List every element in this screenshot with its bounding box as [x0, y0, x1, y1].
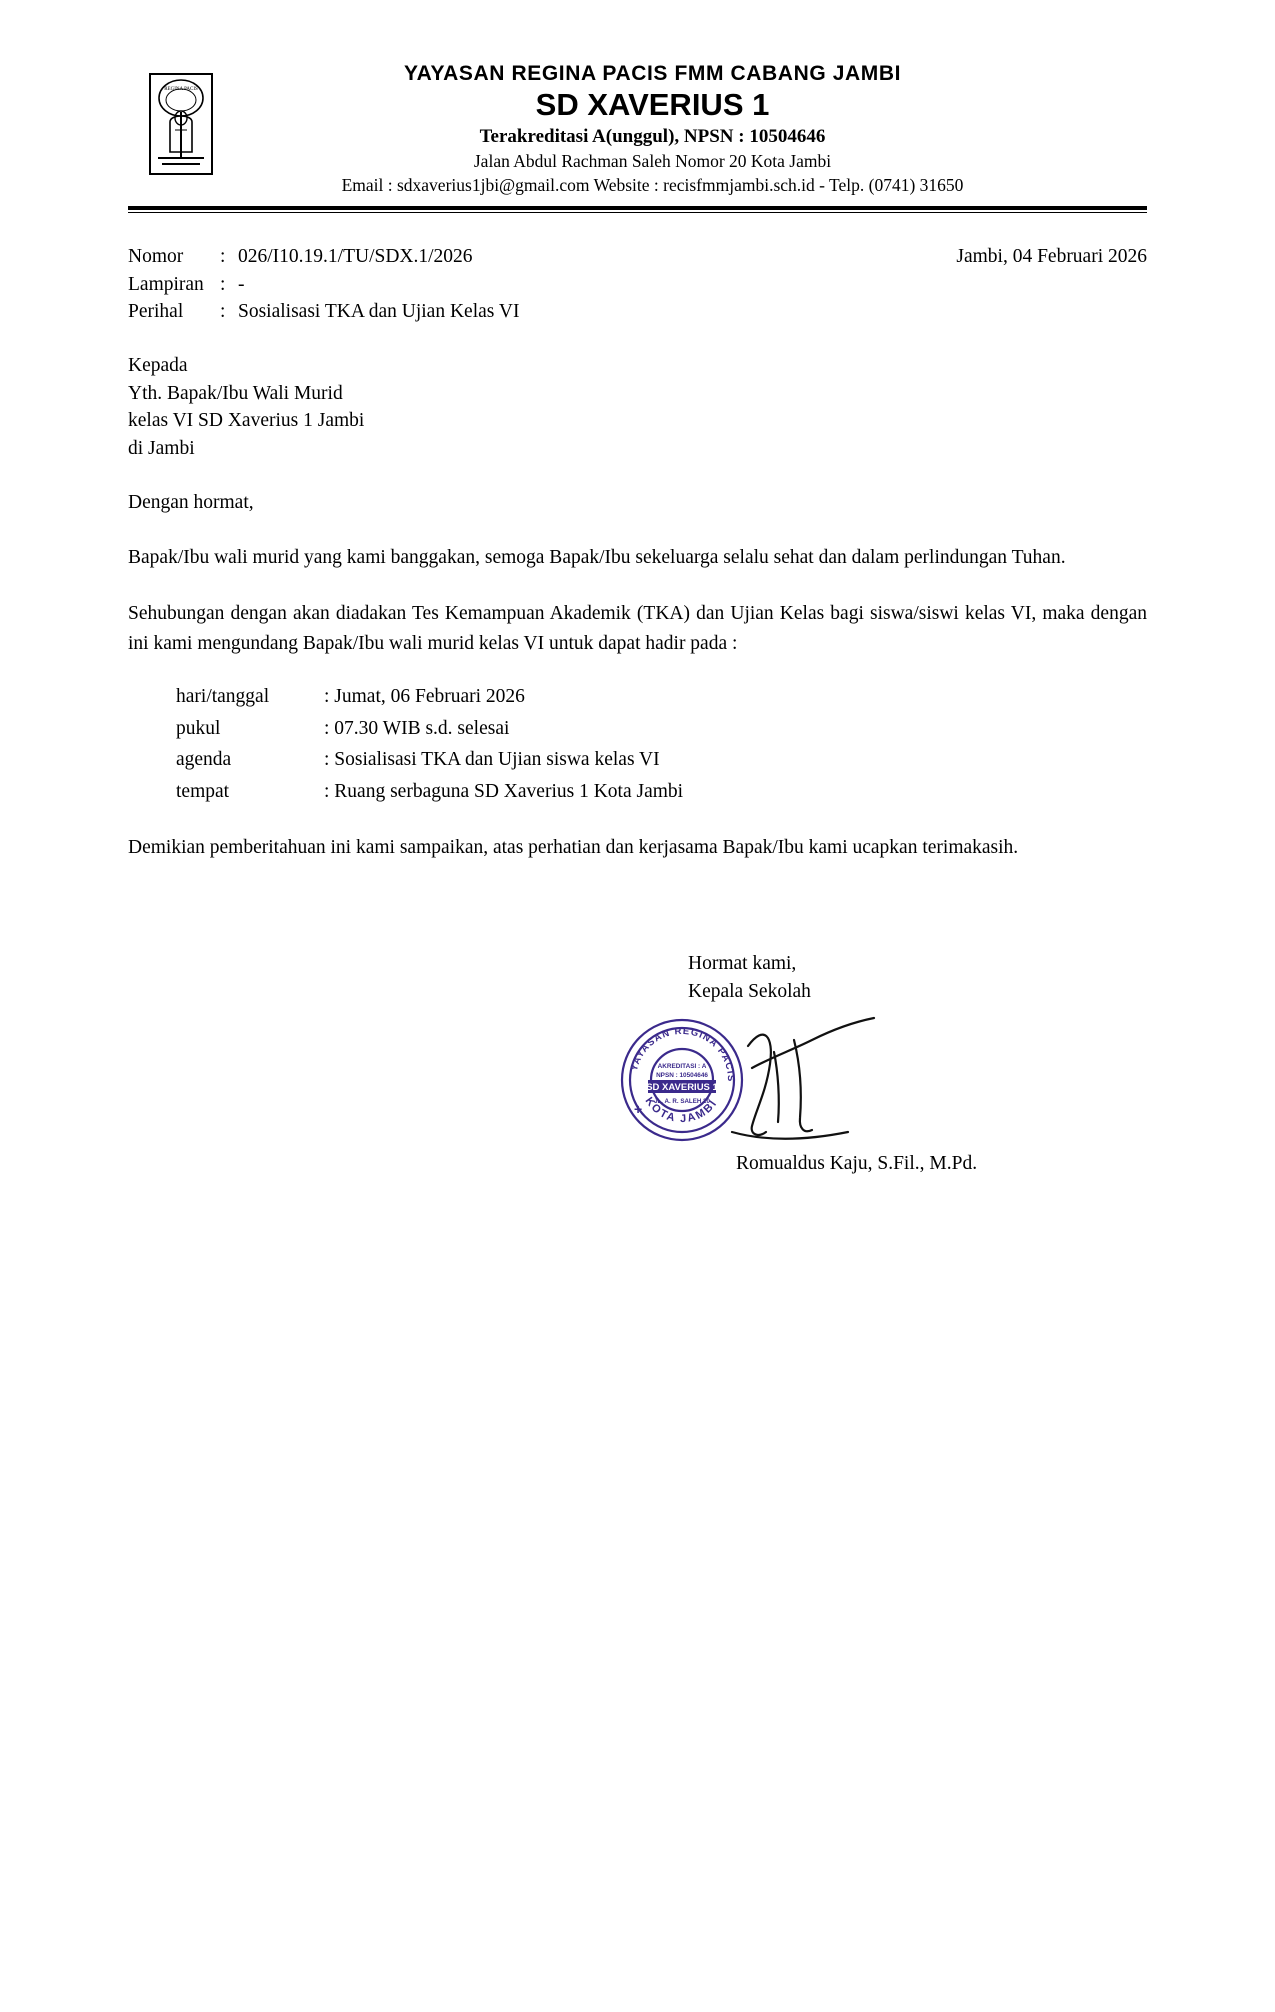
- closing-paragraph: Demikian pemberitahuan ini kami sampaikan, atas perhatian dan kerjasama Bapak/Ibu kami ucapkan terimakasih.: [128, 837, 1019, 859]
- signature-line-1: Hormat kami,: [688, 952, 797, 974]
- handwritten-signature: [708, 1006, 948, 1156]
- nomor-value: 026/I10.19.1/TU/SDX.1/2026: [238, 246, 473, 267]
- contact-line: Email : sdxaverius1jbi@gmail.com Website : recisfmmjambi.sch.id - Telp. (0741) 31650: [341, 174, 964, 195]
- paragraph-2: Sehubungan dengan akan diadakan Tes Kemampuan Akademik (TKA) dan Ujian Kelas bagi siswa/siswi kelas VI, maka dengan ini kami mengundang Bapak/Ibu wali murid kelas VI untuk dapat hadir pada :: [128, 602, 1147, 654]
- salutation: Dengan hormat,: [128, 491, 254, 513]
- letterhead: [128, 62, 1147, 202]
- signature-block: [628, 950, 1108, 1175]
- letterhead-text: [128, 62, 1147, 196]
- school-crest-logo: [148, 72, 214, 176]
- detail-row: [176, 681, 1147, 713]
- divider-thick: [128, 206, 1147, 210]
- svg-text:REGINA PACIS: REGINA PACIS: [164, 87, 198, 92]
- detail-key: tempat: [176, 780, 230, 802]
- svg-text:+: +: [634, 1101, 643, 1118]
- signature-line-2: Kepala Sekolah: [688, 980, 811, 1002]
- svg-text:SD XAVERIUS 1: SD XAVERIUS 1: [646, 1082, 718, 1094]
- nomor-label: Nomor: [128, 246, 184, 267]
- svg-text:NPSN : 10504646: NPSN : 10504646: [656, 1072, 708, 1080]
- perihal-row: [128, 298, 1147, 326]
- address-line: Jalan Abdul Rachman Saleh Nomor 20 Kota Jambi: [473, 150, 832, 171]
- detail-value: : 07.30 WIB s.d. selesai: [324, 717, 510, 739]
- recipient-line-3: kelas VI SD Xaverius 1 Jambi: [128, 410, 365, 432]
- recipient-line-1: Kepada: [128, 355, 188, 377]
- school-name: SD XAVERIUS 1: [535, 87, 770, 123]
- detail-key: pukul: [176, 717, 221, 739]
- nomor-row: [128, 243, 1147, 271]
- detail-key: hari/tanggal: [176, 686, 270, 708]
- paragraph-1: Bapak/Ibu wali murid yang kami banggakan, semoga Bapak/Ibu sekeluarga selalu sehat dan dalam perlindungan Tuhan.: [128, 546, 1066, 568]
- letter-page: [0, 62, 1275, 2012]
- letter-body: [128, 243, 1147, 1175]
- stamp-and-signature: [628, 1010, 1108, 1175]
- detail-row: [176, 713, 1147, 745]
- recipient-block: [128, 352, 1147, 463]
- perihal-label: Perihal: [128, 301, 184, 323]
- detail-row: [176, 744, 1147, 776]
- event-details: [176, 681, 1147, 807]
- detail-row: [176, 776, 1147, 808]
- nomor-separator: :: [220, 246, 226, 267]
- detail-value: : Ruang serbaguna SD Xaverius 1 Kota Jambi: [324, 780, 684, 802]
- lampiran-label: Lampiran: [128, 273, 204, 295]
- detail-key: agenda: [176, 749, 232, 771]
- foundation-name: YAYASAN REGINA PACIS FMM CABANG JAMBI: [403, 62, 902, 85]
- lampiran-row: [128, 271, 1147, 299]
- place-date: Jambi, 04 Februari 2026: [956, 246, 1147, 267]
- accreditation-line: Terakreditasi A(unggul), NPSN : 10504646: [479, 125, 826, 147]
- svg-text:KOTA JAMBI: KOTA JAMBI: [642, 1095, 721, 1126]
- perihal-separator: :: [220, 301, 226, 323]
- header-divider: [128, 206, 1147, 213]
- signer-name: Romualdus Kaju, S.Fil., M.Pd.: [736, 1153, 978, 1175]
- recipient-line-2: Yth. Bapak/Ibu Wali Murid: [128, 382, 343, 404]
- svg-text:YAYASAN REGINA PACIS: YAYASAN REGINA PACIS: [628, 1026, 737, 1083]
- detail-value: : Sosialisasi TKA dan Ujian siswa kelas VI: [324, 749, 660, 771]
- divider-thin: [128, 212, 1147, 213]
- lampiran-separator: :: [220, 273, 226, 295]
- svg-text:AKREDITASI : A: AKREDITASI : A: [657, 1063, 707, 1071]
- detail-value: : Jumat, 06 Februari 2026: [324, 686, 525, 708]
- perihal-value: Sosialisasi TKA dan Ujian Kelas VI: [238, 301, 520, 323]
- lampiran-value: -: [238, 273, 245, 295]
- svg-text:JL. A. R. SALEH 20: JL. A. R. SALEH 20: [654, 1098, 710, 1106]
- recipient-line-4: di Jambi: [128, 438, 195, 460]
